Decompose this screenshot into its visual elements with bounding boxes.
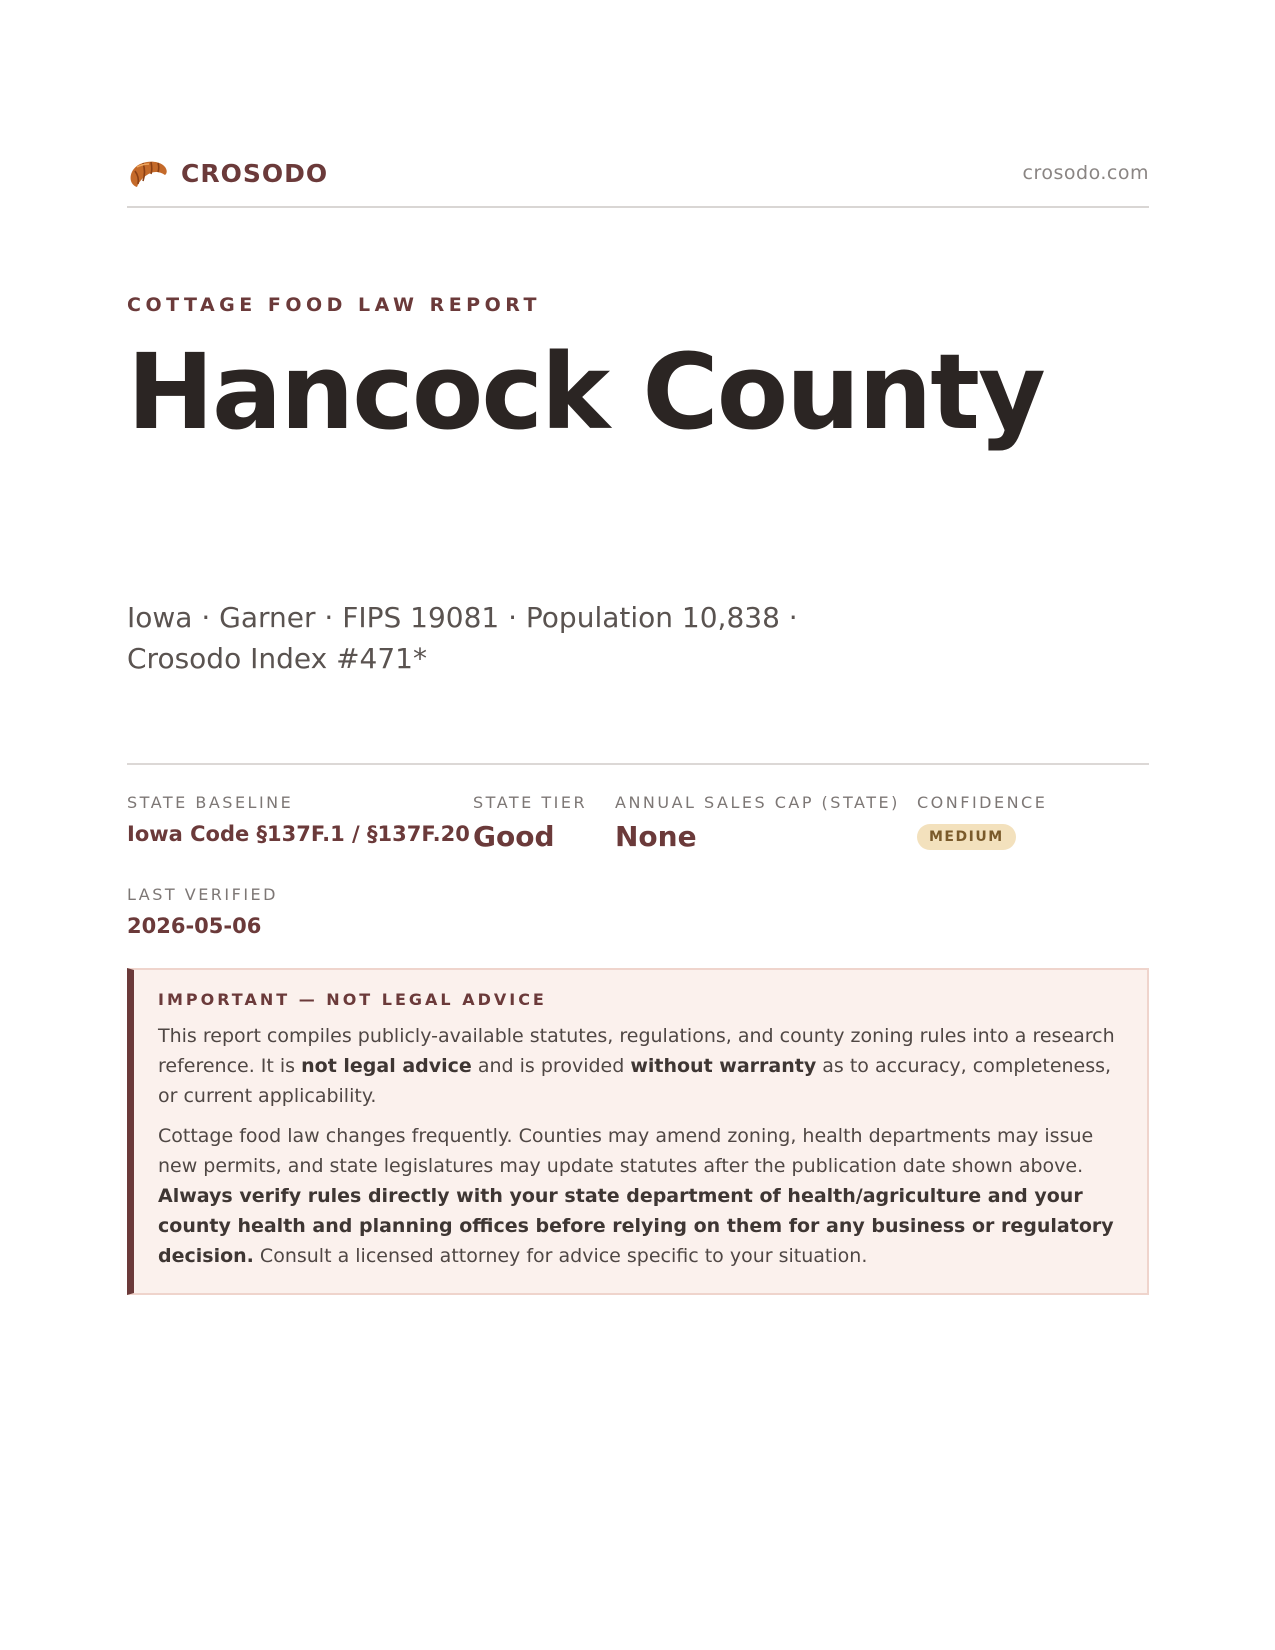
legal-notice bbox=[127, 968, 1149, 1295]
section-divider bbox=[127, 763, 1149, 765]
fact-label: CONFIDENCE bbox=[917, 793, 1048, 813]
notice-text: and is provided bbox=[471, 1055, 631, 1078]
report-page bbox=[127, 150, 1149, 1295]
notice-text: Consult a licensed attorney for advice specific to your situation. bbox=[253, 1245, 868, 1268]
county-title: Hancock County bbox=[127, 331, 1044, 453]
notice-emphasis: not legal advice bbox=[301, 1055, 472, 1078]
notice-heading: IMPORTANT — NOT LEGAL ADVICE bbox=[158, 990, 547, 1010]
fact-label: STATE BASELINE bbox=[127, 793, 294, 813]
brand-name: CROSODO bbox=[181, 158, 329, 188]
county-meta: Iowa · Garner · FIPS 19081 · Population 10,838 · Crosodo Index #471* bbox=[127, 601, 798, 676]
report-eyebrow: COTTAGE FOOD LAW REPORT bbox=[127, 294, 541, 316]
notice-paragraph-1 bbox=[158, 1021, 1121, 1111]
brand bbox=[127, 155, 328, 191]
notice-text: Cottage food law changes frequently. Counties may amend zoning, health departments may issue new permits, and state legislatures may update statutes after the publication date shown above. bbox=[158, 1125, 1094, 1178]
fact-state-baseline bbox=[127, 793, 473, 853]
fact-value: 2026-05-06 bbox=[127, 914, 262, 939]
notice-emphasis: Always verify rules directly with your state department of health/agriculture and your county health and planning offices before relying on them for any business or regulatory decision. bbox=[158, 1185, 1114, 1268]
fact-last-verified bbox=[127, 885, 473, 938]
notice-emphasis: without warranty bbox=[630, 1055, 817, 1078]
facts-grid bbox=[127, 793, 1149, 938]
fact-label: LAST VERIFIED bbox=[127, 885, 278, 905]
fact-value: None bbox=[615, 820, 697, 854]
croissant-icon bbox=[127, 155, 169, 191]
notice-paragraph-2 bbox=[158, 1121, 1121, 1271]
fact-label: STATE TIER bbox=[473, 793, 588, 813]
confidence-badge: MEDIUM bbox=[917, 824, 1016, 850]
notice-text: as to accuracy, completeness, or current applicability. bbox=[158, 1055, 1112, 1108]
site-url[interactable]: crosodo.com bbox=[1022, 162, 1149, 184]
notice-text: This report compiles publicly-available statutes, regulations, and county zoning rules into a research reference. It is bbox=[158, 1025, 1115, 1078]
fact-value: Good bbox=[473, 820, 555, 854]
fact-sales-cap bbox=[615, 793, 917, 853]
fact-label: ANNUAL SALES CAP (STATE) bbox=[615, 793, 900, 813]
fact-value: Iowa Code §137F.1 / §137F.20 bbox=[127, 822, 470, 847]
fact-confidence bbox=[917, 793, 1137, 853]
fact-state-tier bbox=[473, 793, 615, 853]
report-header bbox=[127, 150, 1149, 208]
